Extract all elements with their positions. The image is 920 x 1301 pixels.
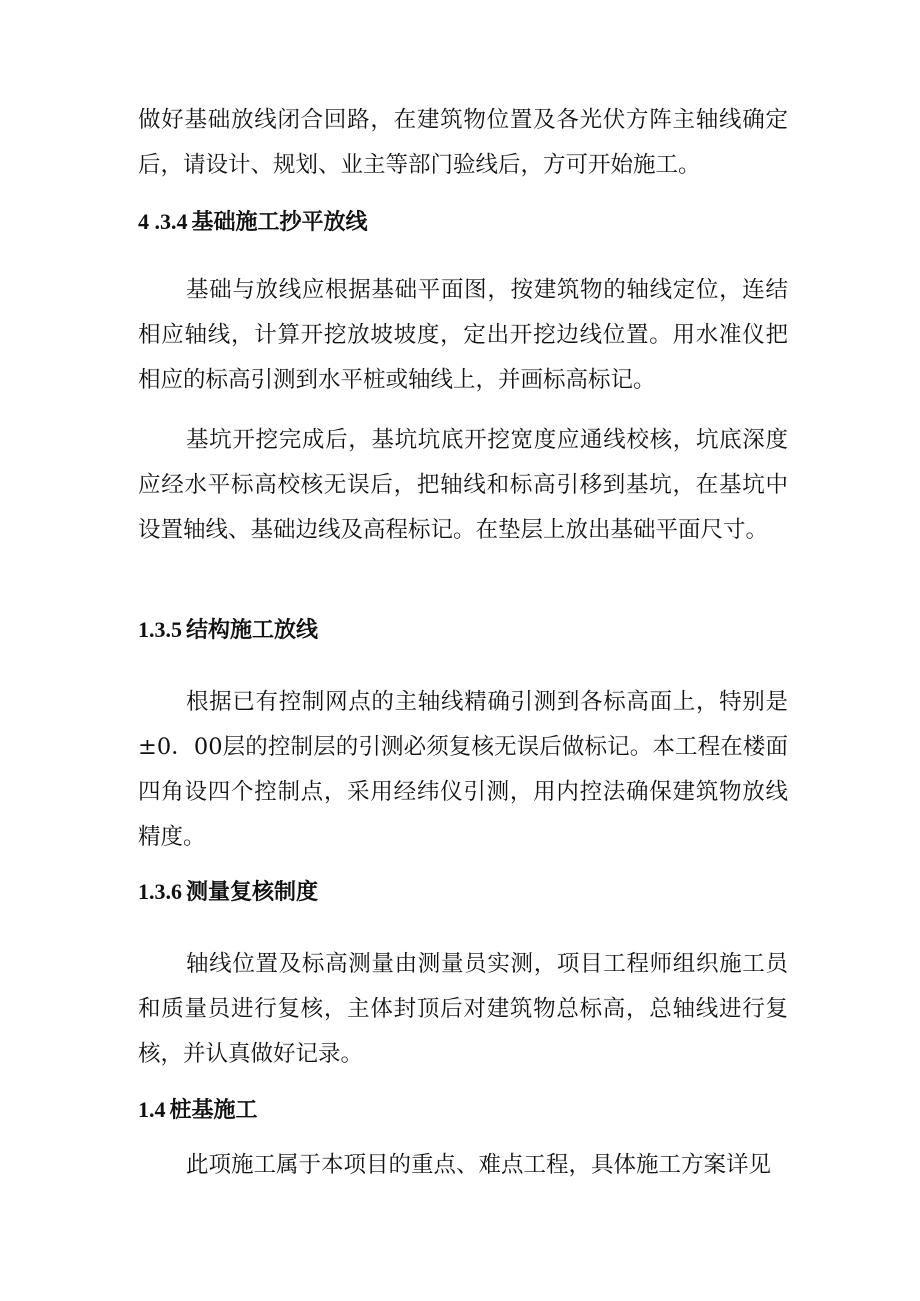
- section-title: 结构施工放线: [186, 617, 319, 643]
- paragraph-pit-excavation: 基坑开挖完成后，基坑坑底开挖宽度应通线校核，坑底深度应经水平标高校核无误后，把轴线和标高引移到基坑，在基坑中设置轴线、基础边线及高程标记。在垫层上放出基础平面尺寸。: [138, 427, 788, 543]
- section-number: 1.3.6: [138, 879, 182, 904]
- paragraph-structure-layout: 根据已有控制网点的主轴线精确引测到各标高面上，特别是±0．00层的控制层的引测必须复核无误后做标记。本工程在楼面四角设四个控制点，采用经纬仪引测，用内控法确保建筑物放线精度。: [138, 689, 788, 850]
- section-title: 基础施工抄平放线: [191, 209, 368, 235]
- section-number: 1.4: [138, 1097, 166, 1122]
- section-number: 1.3.5: [138, 617, 182, 642]
- section-title: 桩基施工: [169, 1097, 258, 1123]
- section-heading-4-3-4: [138, 207, 368, 237]
- paragraph-survey-review: 轴线位置及标高测量由测量员实测，项目工程师组织施工员和质量员进行复核，主体封顶后对建筑物总标高，总轴线进行复核，并认真做好记录。: [138, 951, 788, 1067]
- section-heading-1-4: [138, 1095, 258, 1125]
- paragraph-foundation-layout: 基础与放线应根据基础平面图，按建筑物的轴线定位，连结相应轴线，计算开挖放坡坡度，定出开挖边线位置。用水准仪把相应的标高引测到水平桩或轴线上，并画标高标记。: [138, 277, 788, 393]
- section-heading-1-3-5: [138, 615, 318, 645]
- section-title: 测量复核制度: [186, 879, 319, 905]
- section-number: 4 .3.4: [138, 209, 188, 234]
- paragraph-baseline-closure: 做好基础放线闭合回路，在建筑物位置及各光伏方阵主轴线确定后，请设计、规划、业主等部门验线后，方可开始施工。: [138, 107, 788, 178]
- paragraph-pile-foundation: 此项施工属于本项目的重点、难点工程，具体施工方案详见: [186, 1152, 772, 1178]
- section-heading-1-3-6: [138, 877, 318, 907]
